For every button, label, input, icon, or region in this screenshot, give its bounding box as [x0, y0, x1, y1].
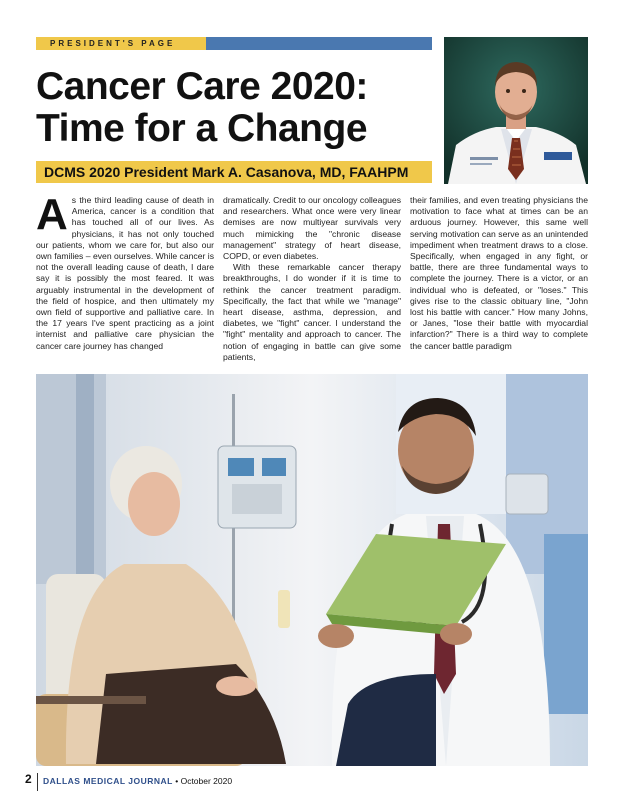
column-1-text: s the third leading cause of death in America, cancer is a condition that has touched all of our lives. As physicians, it has not only touched our patients, whom we care for, but also our own families – even ourselves. While cancer is not the overall leading cause of death, I dare say it is possibly the most feared. It was arguably instrumental in the development of the field of hospice, and then ultimately my own field of supportive and palliative care. In the 17 years I've spent practicing as a joint internist and palliative care physician the cancer care journey has changed	[36, 195, 214, 351]
title-line-1: Cancer Care 2020:	[36, 65, 368, 108]
title-line-2: Time for a Change	[36, 107, 368, 150]
text-column-3	[410, 195, 588, 352]
article-body	[36, 190, 588, 371]
drop-cap: A	[36, 190, 68, 239]
feature-photo	[36, 374, 588, 766]
page-number: 2	[25, 772, 32, 786]
paragraph-4: their families, and even treating physicians the motivation to face what at times can be an arduous journey. However, this same well serving motivation can serve as an unintended impediment when treatment draws to a close. Specifically, when engaged in any fight, or battle, there are three fundamental ways to complete the journey. There is a victor, or an individual who is defeated, or "loses." This gives rise to the classic obituary line, "John lost his battle with cancer." How many Johns, or Janes, "lose their battle with myocardial infarction?" There is a third way to complete the cancer battle paradigm	[410, 195, 588, 351]
text-column-1	[36, 190, 214, 352]
page-footer	[0, 770, 625, 800]
issue-date: October 2020	[180, 776, 233, 786]
author-portrait-illustration	[444, 37, 588, 184]
section-label: PRESIDENT'S PAGE	[36, 37, 206, 50]
paragraph-3: With these remarkable cancer therapy breakthroughs, I do wonder if it is time to rethink the cancer treatment paradigm. Specifically, the fact that while we "manage" heart disease, asthma, depression, and diabetes, we "fight" cancer. I understand the "fight" mentality and approach to cancer. The notion of engaging in battle can give some patients,	[223, 262, 401, 362]
footer-divider	[37, 773, 38, 791]
article-title	[36, 66, 416, 150]
footer-separator: •	[175, 776, 179, 786]
text-column-2	[223, 195, 401, 363]
paragraph-1	[36, 190, 214, 352]
byline-banner: DCMS 2020 President Mark A. Casanova, MD, FAAHPM	[36, 161, 432, 183]
journal-name: DALLAS MEDICAL JOURNAL	[43, 776, 173, 786]
footer-journal-line	[43, 776, 232, 786]
author-portrait	[444, 37, 588, 184]
paragraph-2: dramatically. Credit to our oncology colleagues and researchers. What once were very linear demises are now multiyear survivals very much mimicking the "chronic disease management" strategy of heart disease, COPD, or even diabetes.	[223, 195, 401, 262]
feature-photo-illustration	[36, 374, 588, 766]
